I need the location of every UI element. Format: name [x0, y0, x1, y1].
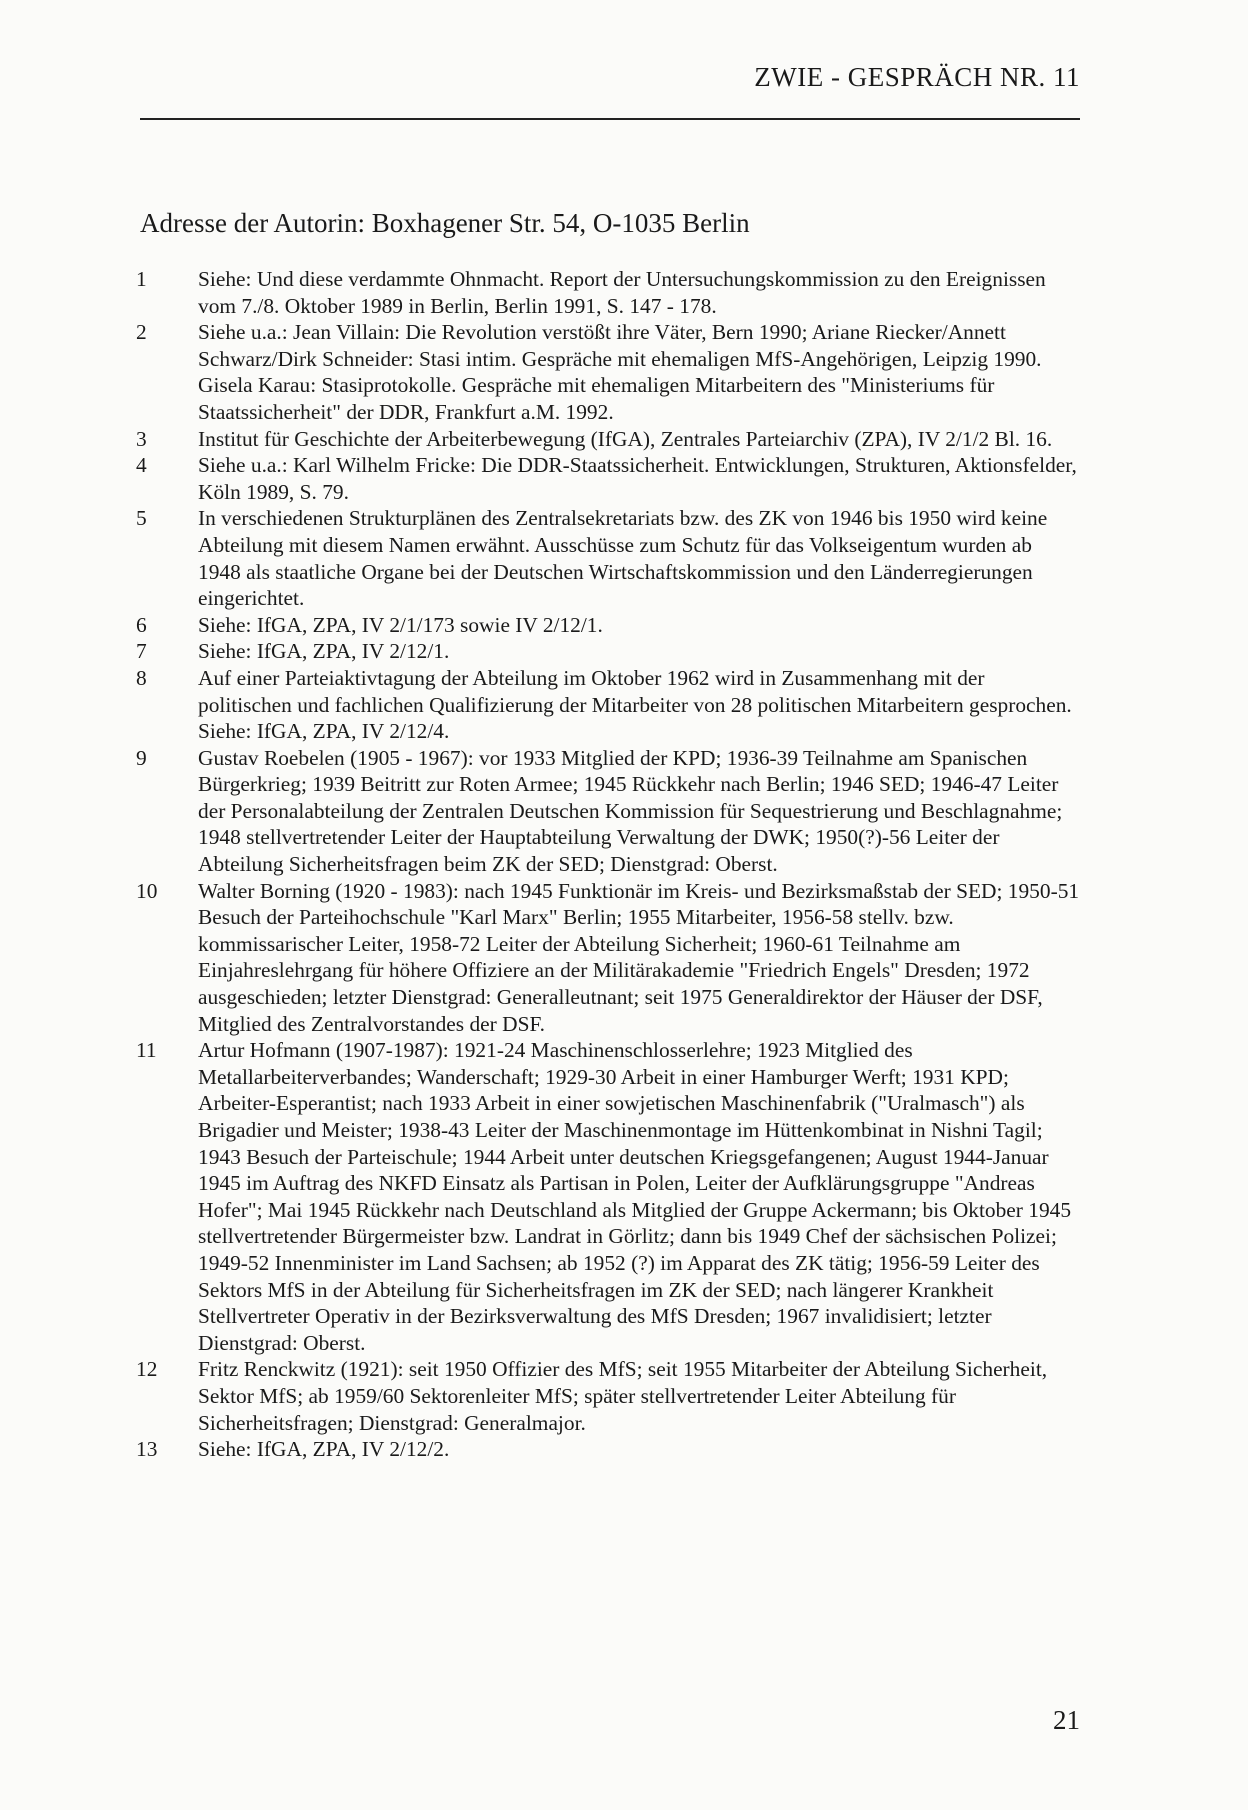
footnote-number: 12: [136, 1357, 158, 1382]
footnote-text: Walter Borning (1920 - 1983): nach 1945 Funktionär im Kreis- und Bezirksmaßstab der SED; 1950-51 Besuch der Parteihochschule "Karl Marx" Berlin; 1955 Mitarbeiter, 1956-58 stellv. bzw. kommissarischer Leiter, 1958-72 Leiter der Abteilung Sicherheit; 1960-61 Teilnahme am Einjahreslehrgang für höhere Offiziere an der Militärakademie "Friedrich Engels" Dresden; 1972 ausgeschieden; letzter Dienstgrad: Generalleutnant; seit 1975 Generaldirektor der Häuser der DSF, Mitglied des Zentralvorstandes der DSF.: [198, 878, 1080, 1036]
footnote: [136, 612, 1080, 639]
footnote-number: 1: [136, 267, 147, 291]
footnote-text: Siehe: IfGA, ZPA, IV 2/1/173 sowie IV 2/12/1.: [198, 612, 603, 637]
footnote-number: 9: [136, 745, 147, 770]
footnote: [136, 1356, 1080, 1436]
footnote: [136, 266, 1080, 319]
footnote: [136, 319, 1080, 425]
footnote: [136, 665, 1080, 745]
footnote-text: Siehe: Und diese verdammte Ohnmacht. Report der Untersuchungskommission zu den Ereignissen vom 7./8. Oktober 1989 in Berlin, Berlin 1991, S. 147 - 178.: [198, 267, 1046, 318]
footnote-text: In verschiedenen Strukturplänen des Zentralsekretariats bzw. des ZK von 1946 bis 1950 wird keine Abteilung mit diesem Namen erwähnt. Ausschüsse zum Schutz für das Volkseigentum wurden ab 1948 als staatliche Organe bei der Deutschen Wirtschaftskommission und den Länderregierungen eingerichtet.: [198, 506, 1048, 611]
footnote-number: 11: [136, 1038, 157, 1063]
footnote-number: 10: [136, 878, 158, 903]
footnote-number: 3: [136, 426, 147, 451]
footnote: [136, 1436, 1080, 1463]
footnote: [136, 638, 1080, 665]
footnote: [136, 452, 1080, 505]
running-header: ZWIE - GESPRÄCH NR. 11: [754, 62, 1080, 92]
footnote-text: Gustav Roebelen (1905 - 1967): vor 1933 Mitglied der KPD; 1936-39 Teilnahme am Spanischen Bürgerkrieg; 1939 Beitritt zur Roten Armee; 1945 Rückkehr nach Berlin; 1946 SED; 1946-47 Leiter der Personalabteilung der Zentralen Deutschen Kommission für Sequestrierung und Beschlagnahme; 1948 stellvertretender Leiter der Hauptabteilung Verwaltung der DWK; 1950(?)-56 Leiter der Abteilung Sicherheitsfragen beim ZK der SED; Dienstgrad: Oberst.: [198, 745, 1063, 877]
footnote-text: Siehe: IfGA, ZPA, IV 2/12/1.: [198, 639, 450, 664]
footnote-number: 13: [136, 1437, 158, 1462]
footnote-text: Siehe: IfGA, ZPA, IV 2/12/2.: [198, 1437, 450, 1462]
footnote-number: 2: [136, 320, 147, 345]
footnote-number: 7: [136, 639, 147, 664]
header-rule: [140, 118, 1080, 120]
footnote: [136, 878, 1080, 1038]
footnote-number: 8: [136, 665, 147, 690]
footnote-text: Siehe u.a.: Karl Wilhelm Fricke: Die DDR-Staatssicherheit. Entwicklungen, Strukturen, Aktionsfelder, Köln 1989, S. 79.: [198, 453, 1077, 504]
footnote-number: 5: [136, 506, 147, 531]
page-number: 21: [1053, 1705, 1080, 1735]
footnote-text: Siehe u.a.: Jean Villain: Die Revolution verstößt ihre Väter, Bern 1990; Ariane Riecker/Annett Schwarz/Dirk Schneider: Stasi intim. Gespräche mit ehemaligen MfS-Angehörigen, Leipzig 1990. Gisela Karau: Stasiprotokolle. Gespräche mit ehemaligen Mitarbeitern des "Ministeriums für Staatssicherheit" der DDR, Frankfurt a.M. 1992.: [198, 320, 1042, 424]
author-address: Adresse der Autorin: Boxhagener Str. 54, O-1035 Berlin: [140, 208, 750, 238]
footnote-text: Institut für Geschichte der Arbeiterbewegung (IfGA), Zentrales Parteiarchiv (ZPA), IV 2/1/2 Bl. 16.: [198, 426, 1053, 451]
footnote-text: Artur Hofmann (1907-1987): 1921-24 Maschinenschlosserlehre; 1923 Mitglied des Metallarbeiterverbandes; Wanderschaft; 1929-30 Arbeit in einer Hamburger Werft; 1931 KPD; Arbeiter-Esperantist; nach 1933 Arbeit in einer sowjetischen Maschinenfabrik ("Uralmasch") als Brigadier und Meister; 1938-43 Leiter der Maschinenmontage im Hüttenkombinat in Nishni Tagil; 1943 Besuch der Parteischule; 1944 Arbeit unter deutschen Kriegsgefangenen; August 1944-Januar 1945 im Auftrag des NKFD Einsatz als Partisan in Polen, Leiter der Aufklärungsgruppe "Andreas Hofer"; Mai 1945 Rückkehr nach Deutschland als Mitglied der Gruppe Ackermann; bis Oktober 1945 stellvertretender Bürgermeister bzw. Landrat in Görlitz; dann bis 1949 Chef der sächsischen Polizei; 1949-52 Innenminister im Land Sachsen; ab 1952 (?) im Apparat des ZK tätig; 1956-59 Leiter des Sektors MfS in der Abteilung für Sicherheitsfragen im ZK der SED; nach längerer Krankheit Stellvertreter Operativ in der Bezirksverwaltung des MfS Dresden; 1967 invalidisiert; letzter Dienstgrad: Oberst.: [198, 1038, 1072, 1355]
footnote: [136, 745, 1080, 878]
footnote: [136, 426, 1080, 453]
footnotes-list: [136, 266, 1080, 1463]
footnote: [136, 505, 1080, 611]
footnote-text: Fritz Renckwitz (1921): seit 1950 Offizier des MfS; seit 1955 Mitarbeiter der Abteilung Sicherheit, Sektor MfS; ab 1959/60 Sektorenleiter MfS; später stellvertretender Leiter Abteilung für Sicherheitsfragen; Dienstgrad: Generalmajor.: [198, 1357, 1048, 1435]
footnote-number: 4: [136, 453, 147, 478]
footnote-number: 6: [136, 612, 147, 637]
footnote-text: Auf einer Parteiaktivtagung der Abteilung im Oktober 1962 wird in Zusammenhang mit der politischen und fachlichen Qualifizierung der Mitarbeiter von 28 politischen Mitarbeitern gesprochen. Siehe: IfGA, ZPA, IV 2/12/4.: [198, 665, 1072, 744]
footnote: [136, 1037, 1080, 1356]
